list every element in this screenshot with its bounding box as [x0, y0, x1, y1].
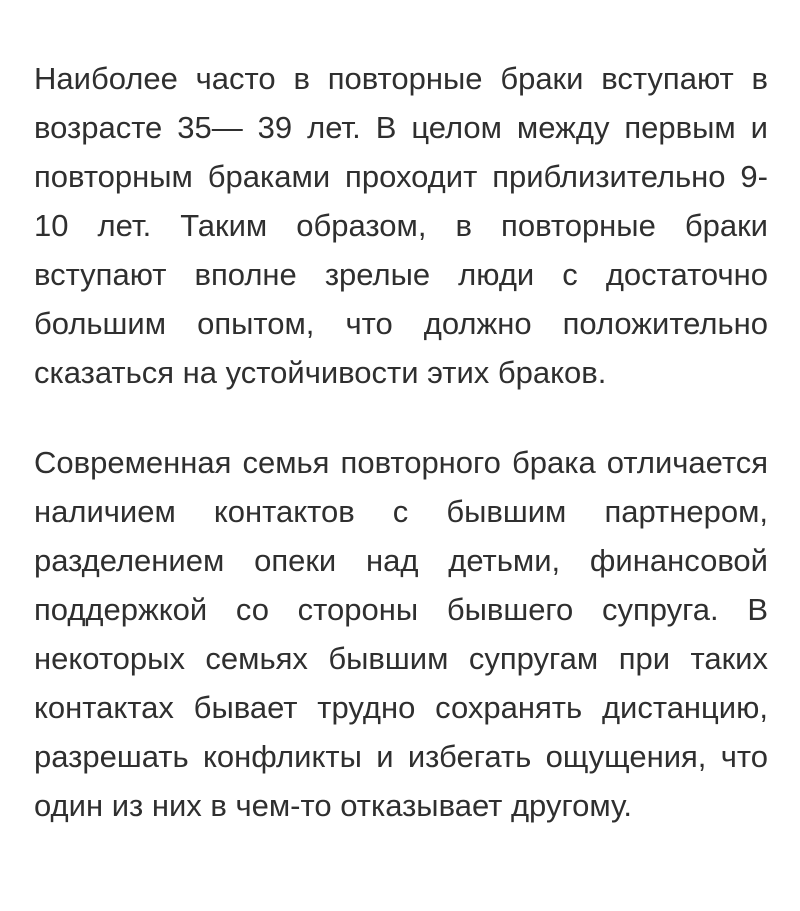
paragraph-remarried-family-features: Современная семья повторного брака отличается наличием контактов с бывшим партнером, разделением опеки над детьми, финансовой поддержкой со стороны бывшего супруга. В некоторых семьях бывшим супругам при таких контактах бывает трудно сохранять дистанцию, разрешать конфликты и избегать ощущения, что один из них в чем-то отказывает другому. [34, 445, 768, 823]
paragraph-remarriage-age: Наиболее часто в повторные браки вступают в возрасте 35— 39 лет. В целом между первым и повторным браками проходит приблизительно 9-10 лет. Таким образом, в повторные браки вступают вполне зрелые люди с достаточно большим опытом, что должно положительно сказаться на устойчивости этих браков. [34, 61, 768, 390]
article-text [34, 54, 768, 830]
